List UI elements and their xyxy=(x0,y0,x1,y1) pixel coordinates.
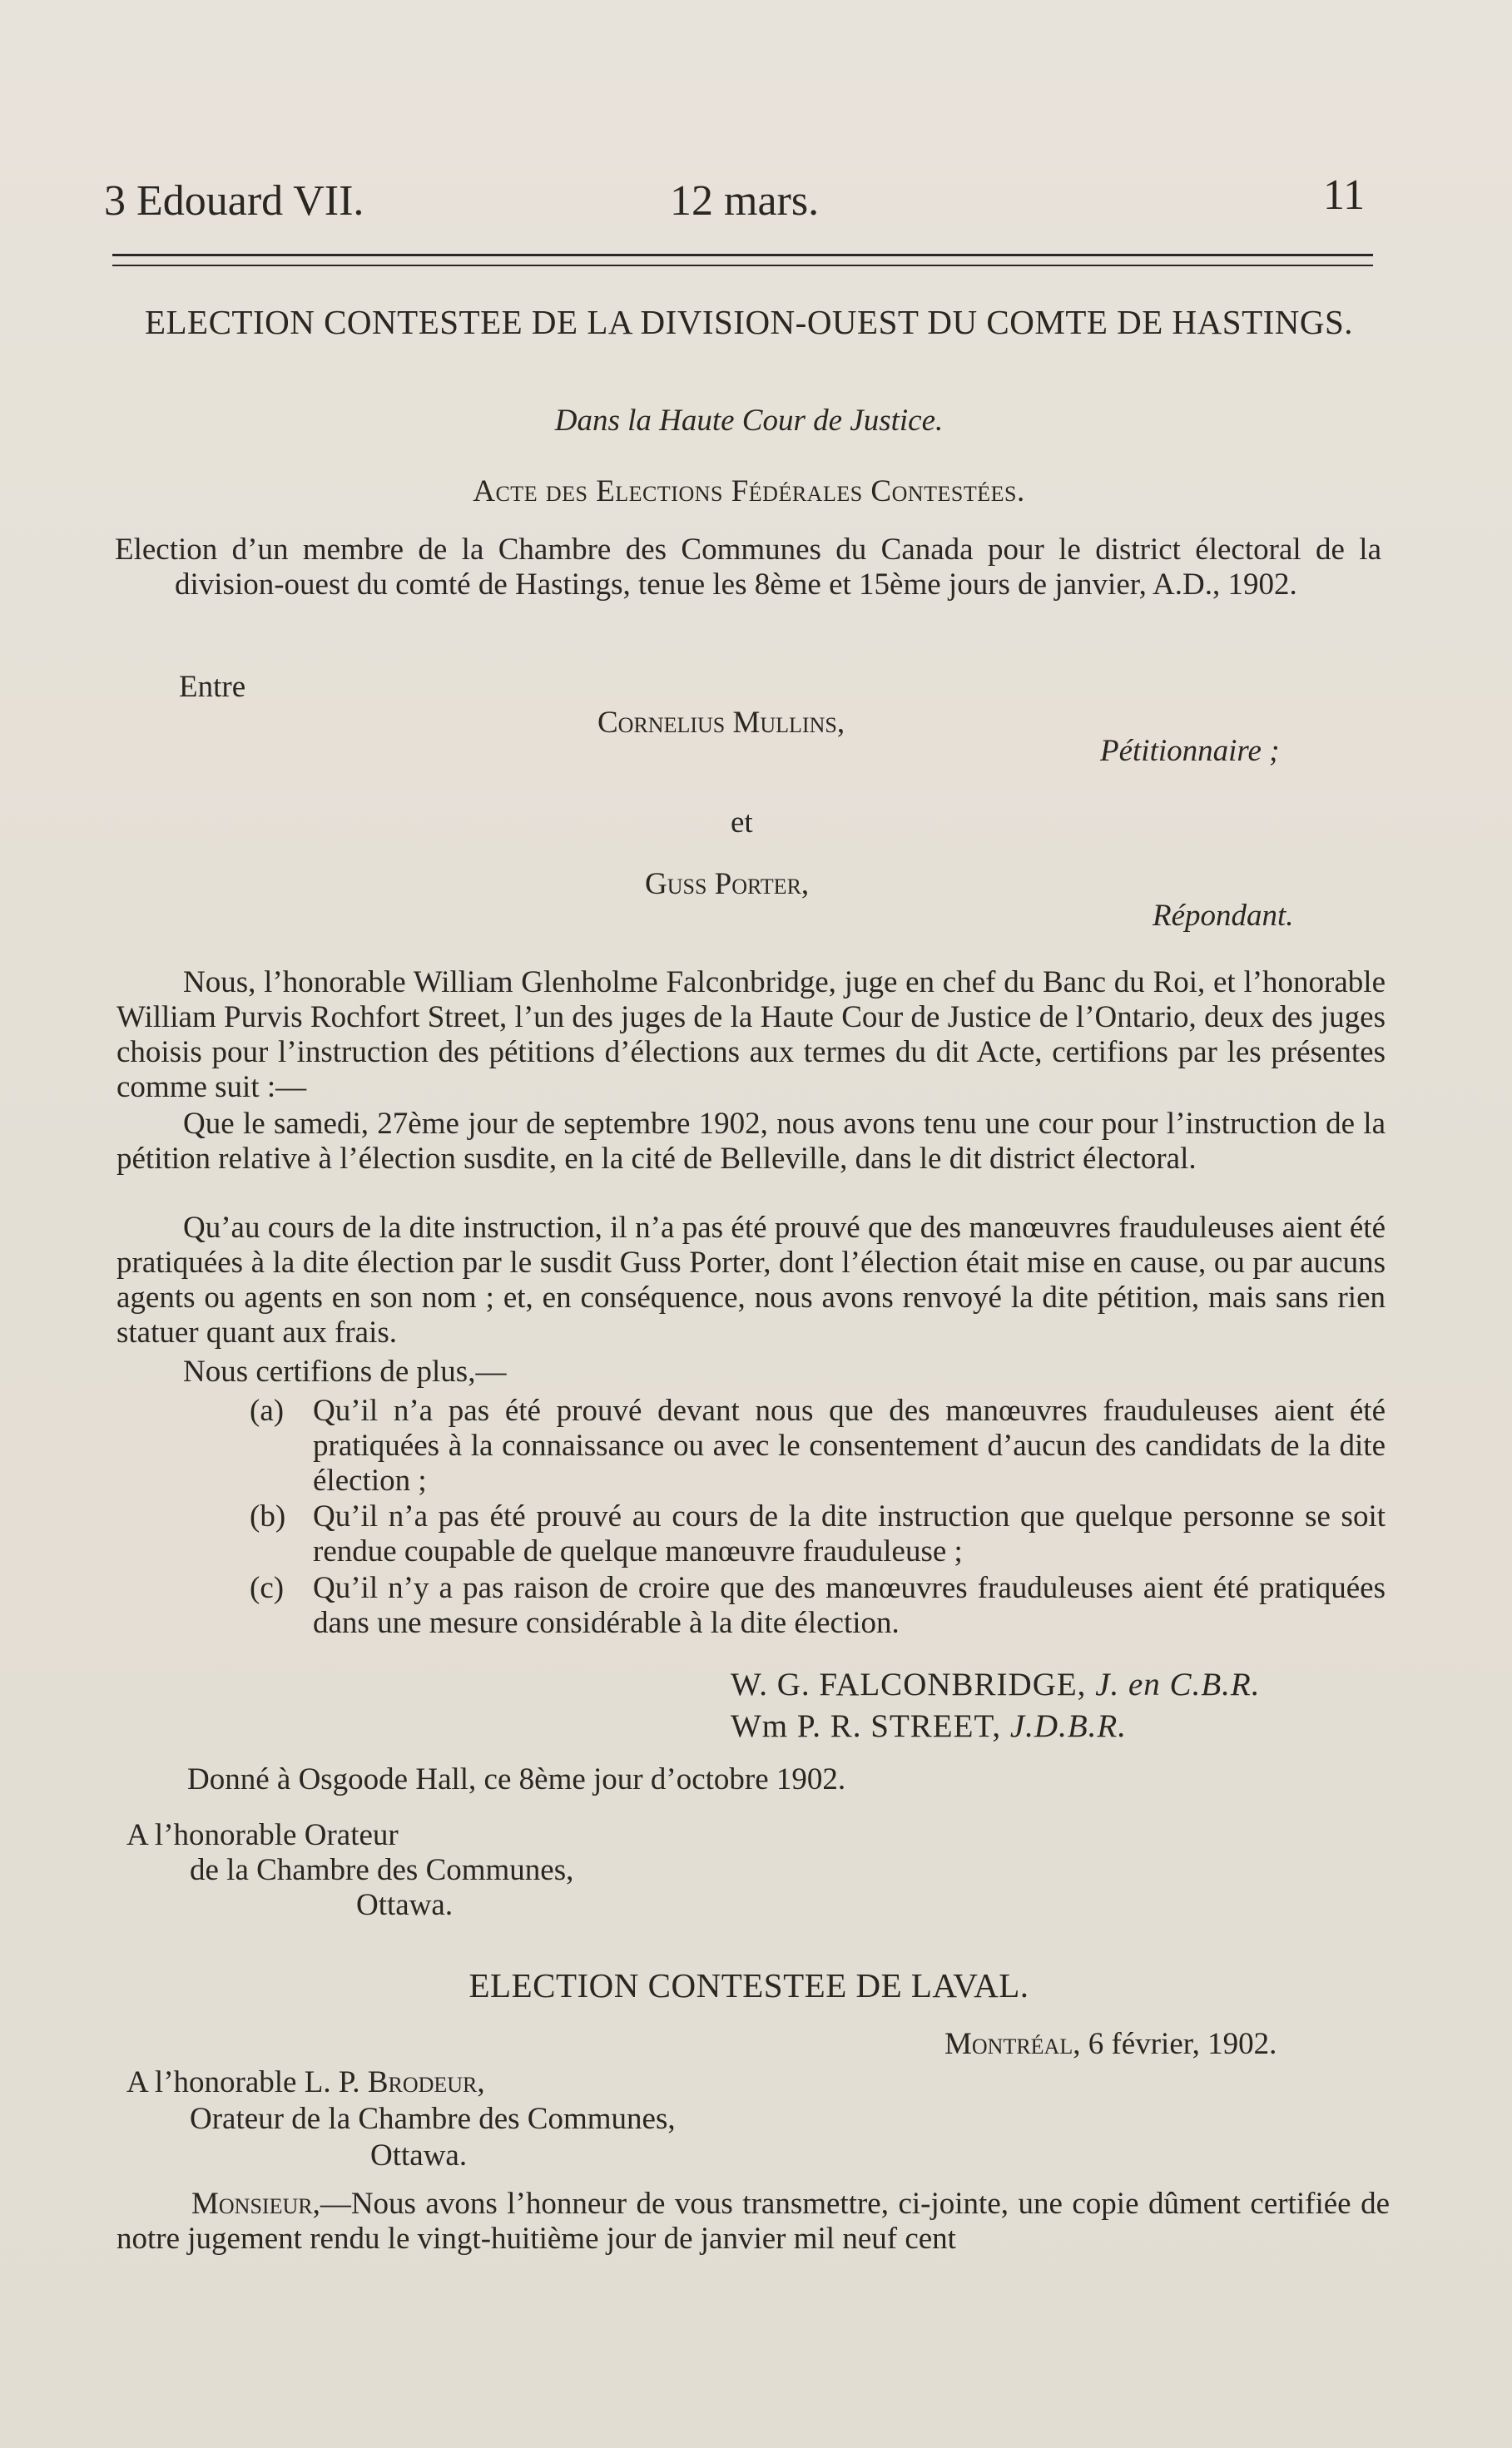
body-paragraph-1: Nous, l’honorable William Glenholme Falconbridge, juge en chef du Banc du Roi, et l’honorable William Purvis Rochfort Street, l’un des juges de la Haute Cour de Justice de l’Ontario, deux des juges choisis pour l’instruction des pétitions d’élections aux termes du dit Acte, certifions par les présentes comme suit :— xyxy=(116,965,1386,1104)
laval-address-line-3: Ottawa. xyxy=(370,2138,468,2173)
signatory-name: W. G. FALCONBRIDGE, xyxy=(731,1667,1087,1702)
respondent-name: Guss Porter, xyxy=(645,867,810,901)
laval-letter-body xyxy=(116,2187,1390,2257)
signature-2 xyxy=(731,1707,1127,1745)
header-rule xyxy=(112,254,1373,256)
list-item-text: Qu’il n’y a pas raison de croire que des manœuvres frauduleuses aient été pratiquées dans une mesure considérable à la dite élection. xyxy=(313,1571,1386,1640)
between-label: Entre xyxy=(179,670,246,704)
respondent-role: Répondant. xyxy=(1153,899,1294,933)
signatory-title: J. en C.B.R. xyxy=(1095,1667,1261,1702)
letter-text: —Nous avons l’honneur de vous transmettre, ci-jointe, une copie dûment certifiée de notre jugement rendu le vingt-huitième jour de janvier mil neuf cent xyxy=(116,2187,1390,2256)
hastings-title: ELECTION CONTESTEE DE LA DIVISION-OUEST DU COMTE DE HASTINGS. xyxy=(144,303,1354,341)
address-line-3: Ottawa. xyxy=(356,1888,454,1922)
dateline xyxy=(944,2027,1277,2062)
laval-addressee-name: Brodeur, xyxy=(367,2065,485,2099)
page-number: 11 xyxy=(1323,171,1366,219)
given-line: Donné à Osgoode Hall, ce 8ème jour d’octobre 1902. xyxy=(187,1762,846,1796)
header-rule-thin xyxy=(112,265,1373,266)
and-label: et xyxy=(731,805,753,840)
address-line-2: de la Chambre des Communes, xyxy=(190,1853,574,1887)
list-item xyxy=(250,1571,1386,1641)
salutation: Monsieur, xyxy=(191,2187,320,2221)
list-item-label: (c) xyxy=(250,1571,285,1605)
signatory-title: J.D.B.R. xyxy=(1009,1708,1127,1744)
intro-paragraph: Election d’un membre de la Chambre des Communes du Canada pour le district électoral de la division-ouest du comté de Hastings, tenue les 8ème et 15ème jours de janvier, A.D., 1902. xyxy=(115,533,1381,602)
body-paragraph-4: Nous certifions de plus,— xyxy=(183,1355,507,1389)
laval-address-line-1 xyxy=(126,2065,485,2100)
list-item xyxy=(250,1499,1386,1569)
laval-address-prefix: A l’honorable L. P. xyxy=(126,2065,368,2099)
dateline-date: 6 février, 1902. xyxy=(1088,2027,1277,2061)
signature-1 xyxy=(731,1666,1260,1703)
address-line-1: A l’honorable Orateur xyxy=(126,1818,399,1852)
dateline-place: Montréal, xyxy=(944,2027,1081,2061)
signatory-name: Wm P. R. STREET, xyxy=(731,1708,1002,1744)
list-item-text: Qu’il n’a pas été prouvé devant nous que des manœuvres frauduleuses aient été pratiquées à la connaissance ou avec le consentement d’aucun des candidats de la dite élection ; xyxy=(313,1394,1386,1498)
body-paragraph-2: Que le samedi, 27ème jour de septembre 1902, nous avons tenu une cour pour l’instruction de la pétition relative à l’élection susdite, en la cité de Belleville, dans le dit district électoral. xyxy=(116,1107,1386,1176)
list-item-text: Qu’il n’a pas été prouvé au cours de la dite instruction que quelque personne se soit rendue coupable de quelque manœuvre frauduleuse ; xyxy=(313,1499,1386,1568)
laval-address-line-2: Orateur de la Chambre des Communes, xyxy=(190,2102,676,2136)
body-paragraph-3: Qu’au cours de la dite instruction, il n’a pas été prouvé que des manœuvres frauduleuses aient été pratiquées à la dite élection par le susdit Guss Porter, dont l’élection était mise en cause, ou par aucuns agents ou agents en son nom ; et, en conséquence, nous avons renvoyé la dite pétition, mais sans rien statuer quant aux frais. xyxy=(116,1211,1386,1350)
petitioner-name: Cornelius Mullins, xyxy=(597,706,845,740)
list-item-label: (b) xyxy=(250,1499,286,1534)
header-date: 12 mars. xyxy=(670,177,820,225)
header-session: 3 Edouard VII. xyxy=(104,177,364,225)
act-line: Acte des Elections Fédérales Contestées. xyxy=(473,474,1025,508)
list-item-label: (a) xyxy=(250,1394,285,1428)
list-item xyxy=(250,1394,1386,1499)
court-line: Dans la Haute Cour de Justice. xyxy=(554,404,944,438)
laval-title: ELECTION CONTESTEE DE LAVAL. xyxy=(468,1966,1029,2004)
petitioner-role: Pétitionnaire ; xyxy=(1100,734,1280,768)
